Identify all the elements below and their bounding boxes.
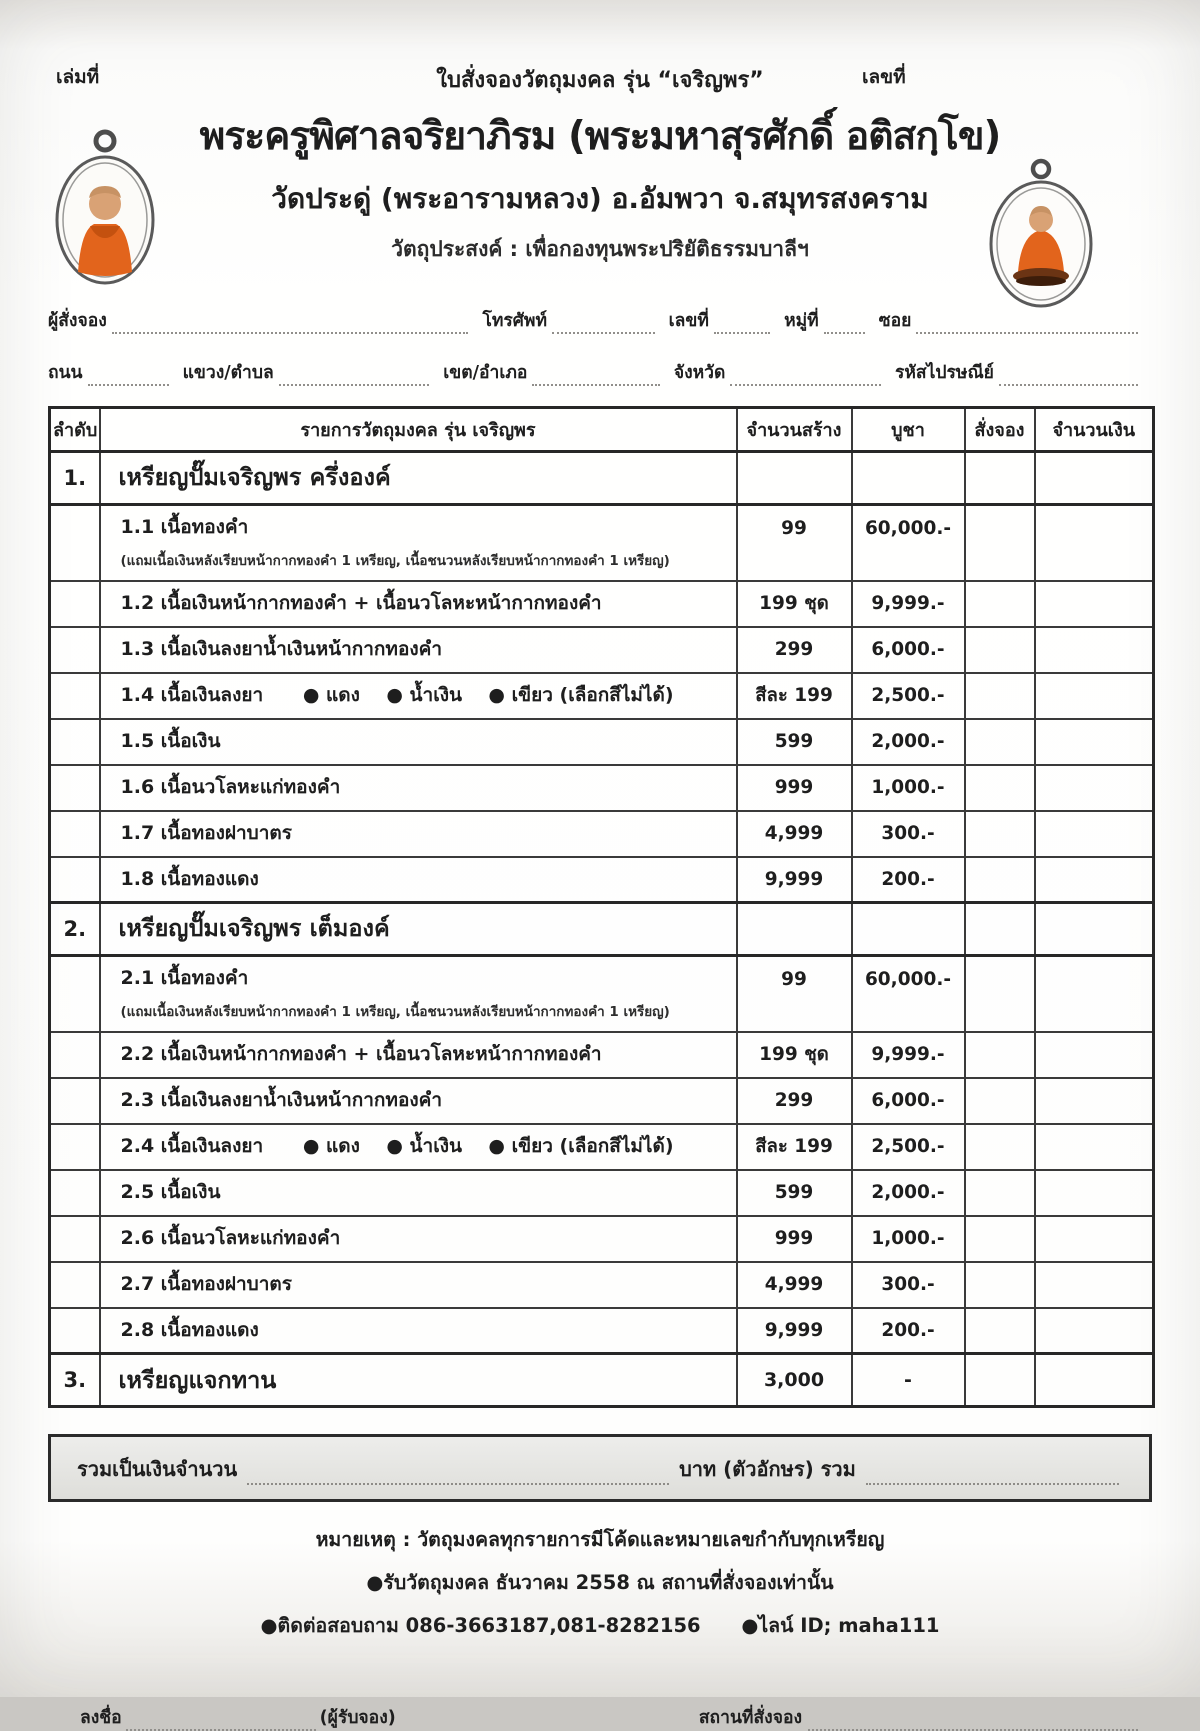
order-qty-cell (965, 857, 1035, 903)
total-amount-fill-line (247, 1463, 669, 1485)
table-row (50, 1262, 1154, 1308)
quantity-cell (737, 903, 852, 956)
top-header-line (48, 62, 1152, 97)
order-qty-cell (965, 627, 1035, 673)
order-qty-cell (965, 811, 1035, 857)
row-number-cell (50, 1078, 100, 1124)
price-cell: 1,000.- (852, 765, 965, 811)
note-contact: ●ติดต่อสอบถาม 086-3663187,081-8282156 ●ไลน์ ID; maha111 (260, 1614, 940, 1638)
order-qty-cell (965, 1124, 1035, 1170)
item-text: 2.4 เนื้อเงินลงยา ● แดง ● น้ำเงิน ● เขียว (เลือกสีไม่ได้) (120, 1134, 674, 1157)
order-place-group (699, 1703, 1138, 1731)
row-number-cell (50, 765, 100, 811)
amount-cell (1035, 857, 1154, 903)
item-text: 1.7 เนื้อทองฝาบาตร (120, 821, 292, 844)
amount-cell (1035, 765, 1154, 811)
price-cell: 200.- (852, 857, 965, 903)
order-qty-cell (965, 1170, 1035, 1216)
order-qty-cell (965, 765, 1035, 811)
order-qty-cell (965, 581, 1035, 627)
quantity-cell: 99 (737, 505, 852, 581)
item-cell (100, 1354, 737, 1407)
quantity-cell: 9,999 (737, 857, 852, 903)
amount-cell (1035, 1170, 1154, 1216)
order-qty-cell (965, 1032, 1035, 1078)
header-quantity-made: จำนวนสร้าง (737, 408, 852, 452)
item-cell (100, 1078, 737, 1124)
quantity-cell: 299 (737, 1078, 852, 1124)
field-fill-line (112, 312, 469, 334)
item-cell (100, 673, 737, 719)
item-cell (100, 1308, 737, 1354)
row-number-cell (50, 1124, 100, 1170)
purpose-line: วัตถุประสงค์ : เพื่อกองทุนพระปริยัติธรรมบาลีฯ (391, 237, 809, 261)
price-cell: 9,999.- (852, 581, 965, 627)
monk-name-title: พระครูพิศาลจริยาภิรม (พระมหาสุรศักดิ์ อติสกฺโข) (199, 114, 1001, 159)
header-order-qty: สั่งจอง (965, 408, 1035, 452)
item-cell (100, 581, 737, 627)
table-row (50, 505, 1154, 581)
item-cell (100, 903, 737, 956)
table-row (50, 1032, 1154, 1078)
row-number-cell (50, 673, 100, 719)
row-number-cell: 1. (50, 452, 100, 505)
row-number-cell (50, 505, 100, 581)
item-text: 1.2 เนื้อเงินหน้ากากทองคำ + เนื้อนวโลหะหน้ากากทองคำ (120, 591, 602, 614)
order-place-fill-line (808, 1711, 1138, 1731)
price-cell: 2,000.- (852, 719, 965, 765)
order-qty-cell (965, 903, 1035, 956)
item-cell (100, 1216, 737, 1262)
row-number-cell: 3. (50, 1354, 100, 1407)
order-qty-cell (965, 1216, 1035, 1262)
item-text: เหรียญปั๊มเจริญพร เต็มองค์ (118, 914, 390, 943)
item-cell (100, 1262, 737, 1308)
field-fill-line (88, 364, 169, 386)
signer-role-label: (ผู้รับจอง) (319, 1708, 396, 1729)
row-number-cell (50, 956, 100, 1032)
item-cell (100, 452, 737, 505)
amount-cell (1035, 581, 1154, 627)
amount-cell (1035, 811, 1154, 857)
table-row (50, 1170, 1154, 1216)
price-cell: 300.- (852, 811, 965, 857)
item-text: 2.1 เนื้อทองคำ (120, 967, 249, 990)
quantity-cell: สีละ 199 (737, 1124, 852, 1170)
total-sum-fill-line (866, 1463, 1119, 1485)
order-qty-cell (965, 1308, 1035, 1354)
item-text: 2.5 เนื้อเงิน (120, 1180, 221, 1203)
row-number-cell (50, 581, 100, 627)
field-label: ซอย (878, 311, 912, 331)
item-note: (แถมเนื้อเงินหลังเรียบหน้ากากทองคำ 1 เหรียญ, เนื้อชนวนหลังเรียบหน้ากากทองคำ 1 เหรียญ) (120, 1003, 670, 1020)
item-text: 2.7 เนื้อทองฝาบาตร (120, 1272, 292, 1295)
quantity-cell: 99 (737, 956, 852, 1032)
order-table (48, 406, 1155, 1408)
item-cell (100, 956, 737, 1032)
row-number-cell: 2. (50, 903, 100, 956)
amount-cell (1035, 1354, 1154, 1407)
price-cell: 6,000.- (852, 1078, 965, 1124)
table-row (50, 1216, 1154, 1262)
row-number-cell (50, 627, 100, 673)
amount-cell (1035, 1262, 1154, 1308)
total-prefix-label: รวมเป็นเงินจำนวน (77, 1457, 238, 1482)
doc-no-label: เลขที่ (862, 66, 906, 88)
order-qty-cell (965, 1262, 1035, 1308)
amount-cell (1035, 452, 1154, 505)
item-text: 2.6 เนื้อนวโลหะแก่ทองคำ (120, 1226, 341, 1249)
quantity-cell: 599 (737, 1170, 852, 1216)
row-number-cell (50, 1032, 100, 1078)
row-number-cell (50, 857, 100, 903)
quantity-cell: 999 (737, 1216, 852, 1262)
field-label: หมู่ที่ (784, 311, 819, 331)
item-note: (แถมเนื้อเงินหลังเรียบหน้ากากทองคำ 1 เหรียญ, เนื้อชนวนหลังเรียบหน้ากากทองคำ 1 เหรียญ) (120, 552, 670, 569)
order-qty-cell (965, 452, 1035, 505)
item-cell (100, 811, 737, 857)
quantity-cell: สีละ 199 (737, 673, 852, 719)
field-fill-line (279, 364, 430, 386)
form-title: ใบสั่งจองวัตถุมงคล รุ่น “เจริญพร” (436, 68, 764, 93)
monk-bust-amulet-icon (50, 126, 160, 290)
amount-cell (1035, 627, 1154, 673)
item-text: 1.8 เนื้อทองแดง (120, 867, 259, 890)
table-header-row (50, 408, 1154, 452)
amount-cell (1035, 719, 1154, 765)
item-cell (100, 1124, 737, 1170)
quantity-cell: 4,999 (737, 1262, 852, 1308)
table-row (50, 1308, 1154, 1354)
item-cell (100, 505, 737, 581)
price-cell: 9,999.- (852, 1032, 965, 1078)
row-number-cell (50, 811, 100, 857)
order-place-label: สถานที่สั่งจอง (698, 1708, 802, 1729)
order-qty-cell (965, 1078, 1035, 1124)
order-qty-cell (965, 719, 1035, 765)
item-text: 1.3 เนื้อเงินลงยาน้ำเงินหน้ากากทองคำ (120, 637, 443, 660)
table-row (50, 811, 1154, 857)
price-cell: 200.- (852, 1308, 965, 1354)
header-order-no: ลำดับ (50, 408, 100, 452)
field-fill-line (824, 312, 865, 334)
price-cell: 2,000.- (852, 1170, 965, 1216)
table-row (50, 581, 1154, 627)
item-cell (100, 719, 737, 765)
order-qty-cell (965, 673, 1035, 719)
quantity-cell: 199 ชุด (737, 581, 852, 627)
table-row (50, 857, 1154, 903)
item-text: 1.1 เนื้อทองคำ (120, 516, 249, 538)
item-text: 2.8 เนื้อทองแดง (120, 1318, 259, 1341)
order-table-body (50, 452, 1154, 1407)
amount-cell (1035, 673, 1154, 719)
field-label: เลขที่ (668, 311, 709, 331)
seated-monk-amulet-icon (982, 156, 1100, 316)
total-baht-label: บาท (ตัวอักษร) รวม (679, 1457, 856, 1482)
item-text: 2.2 เนื้อเงินหน้ากากทองคำ + เนื้อนวโลหะหน้ากากทองคำ (120, 1042, 602, 1065)
row-number-cell (50, 1308, 100, 1354)
signature-group (80, 1703, 396, 1731)
field-label: เขต/อำเภอ (443, 363, 528, 383)
item-cell (100, 627, 737, 673)
field-label: ถนน (48, 363, 83, 383)
price-cell: 6,000.- (852, 627, 965, 673)
row-number-cell (50, 1170, 100, 1216)
price-cell (852, 903, 965, 956)
item-cell (100, 1170, 737, 1216)
quantity-cell: 9,999 (737, 1308, 852, 1354)
item-text: 2.3 เนื้อเงินลงยาน้ำเงินหน้ากากทองคำ (120, 1088, 443, 1111)
amount-cell (1035, 1124, 1154, 1170)
field-label: รหัสไปรษณีย์ (894, 363, 994, 383)
field-fill-line (714, 312, 770, 334)
item-text: 1.4 เนื้อเงินลงยา ● แดง ● น้ำเงิน ● เขียว (เลือกสีไม่ได้) (120, 683, 674, 706)
header-item-list: รายการวัตถุมงคล รุ่น เจริญพร (100, 408, 737, 452)
amount-cell (1035, 903, 1154, 956)
field-label: จังหวัด (673, 363, 726, 383)
table-row (50, 1078, 1154, 1124)
item-text: เหรียญปั๊มเจริญพร ครึ่งองค์ (118, 463, 391, 492)
quantity-cell: 299 (737, 627, 852, 673)
quantity-cell: 999 (737, 765, 852, 811)
note-pickup: ●รับวัตถุมงคล ธันวาคม 2558 ณ สถานที่สั่งจองเท่านั้น (366, 1571, 834, 1595)
quantity-cell (737, 452, 852, 505)
price-cell: 2,500.- (852, 673, 965, 719)
amount-cell (1035, 1216, 1154, 1262)
table-row (50, 719, 1154, 765)
field-fill-line (730, 364, 881, 386)
item-text: 1.5 เนื้อเงิน (120, 729, 221, 752)
price-cell: 1,000.- (852, 1216, 965, 1262)
amount-cell (1035, 956, 1154, 1032)
book-no-label: เล่มที่ (56, 66, 100, 88)
item-cell (100, 857, 737, 903)
price-cell: - (852, 1354, 965, 1407)
table-row (50, 627, 1154, 673)
table-row (50, 452, 1154, 505)
orderer-line-2 (48, 354, 1152, 386)
item-text: 1.6 เนื้อนวโลหะแก่ทองคำ (120, 775, 341, 798)
item-cell (100, 1032, 737, 1078)
table-row (50, 673, 1154, 719)
field-fill-line (999, 364, 1138, 386)
table-row (50, 765, 1154, 811)
price-cell: 60,000.- (852, 505, 965, 581)
quantity-cell: 3,000 (737, 1354, 852, 1407)
sign-label: ลงชื่อ (80, 1708, 122, 1729)
amount-cell (1035, 505, 1154, 581)
note-remark: หมายเหตุ : วัตถุมงคลทุกรายการมีโค้ดและหมายเลขกำกับทุกเหรียญ (315, 1528, 885, 1552)
price-cell: 2,500.- (852, 1124, 965, 1170)
footer-notes (48, 1524, 1152, 1641)
quantity-cell: 199 ชุด (737, 1032, 852, 1078)
item-cell (100, 765, 737, 811)
field-label: ผู้สั่งจอง (48, 311, 107, 331)
order-qty-cell (965, 505, 1035, 581)
item-text: เหรียญแจกทาน (118, 1365, 277, 1394)
quantity-cell: 4,999 (737, 811, 852, 857)
quantity-cell: 599 (737, 719, 852, 765)
table-row (50, 1354, 1154, 1407)
amount-cell (1035, 1032, 1154, 1078)
table-row (50, 903, 1154, 956)
price-cell: 300.- (852, 1262, 965, 1308)
row-number-cell (50, 1216, 100, 1262)
total-box (48, 1434, 1152, 1502)
field-fill-line (532, 364, 659, 386)
header-amount: จำนวนเงิน (1035, 408, 1154, 452)
field-label: โทรศัพท์ (482, 311, 547, 331)
price-cell (852, 452, 965, 505)
row-number-cell (50, 1262, 100, 1308)
price-cell: 60,000.- (852, 956, 965, 1032)
row-number-cell (50, 719, 100, 765)
field-fill-line (552, 312, 655, 334)
temple-line: วัดประดู่ (พระอารามหลวง) อ.อัมพวา จ.สมุทรสงคราม (271, 182, 929, 215)
header-price: บูชา (852, 408, 965, 452)
signature-row (48, 1703, 1152, 1731)
field-label: แขวง/ตำบล (182, 363, 274, 383)
amount-cell (1035, 1078, 1154, 1124)
order-qty-cell (965, 956, 1035, 1032)
order-qty-cell (965, 1354, 1035, 1407)
signature-fill-line (126, 1711, 316, 1731)
amount-cell (1035, 1308, 1154, 1354)
table-row (50, 956, 1154, 1032)
table-row (50, 1124, 1154, 1170)
